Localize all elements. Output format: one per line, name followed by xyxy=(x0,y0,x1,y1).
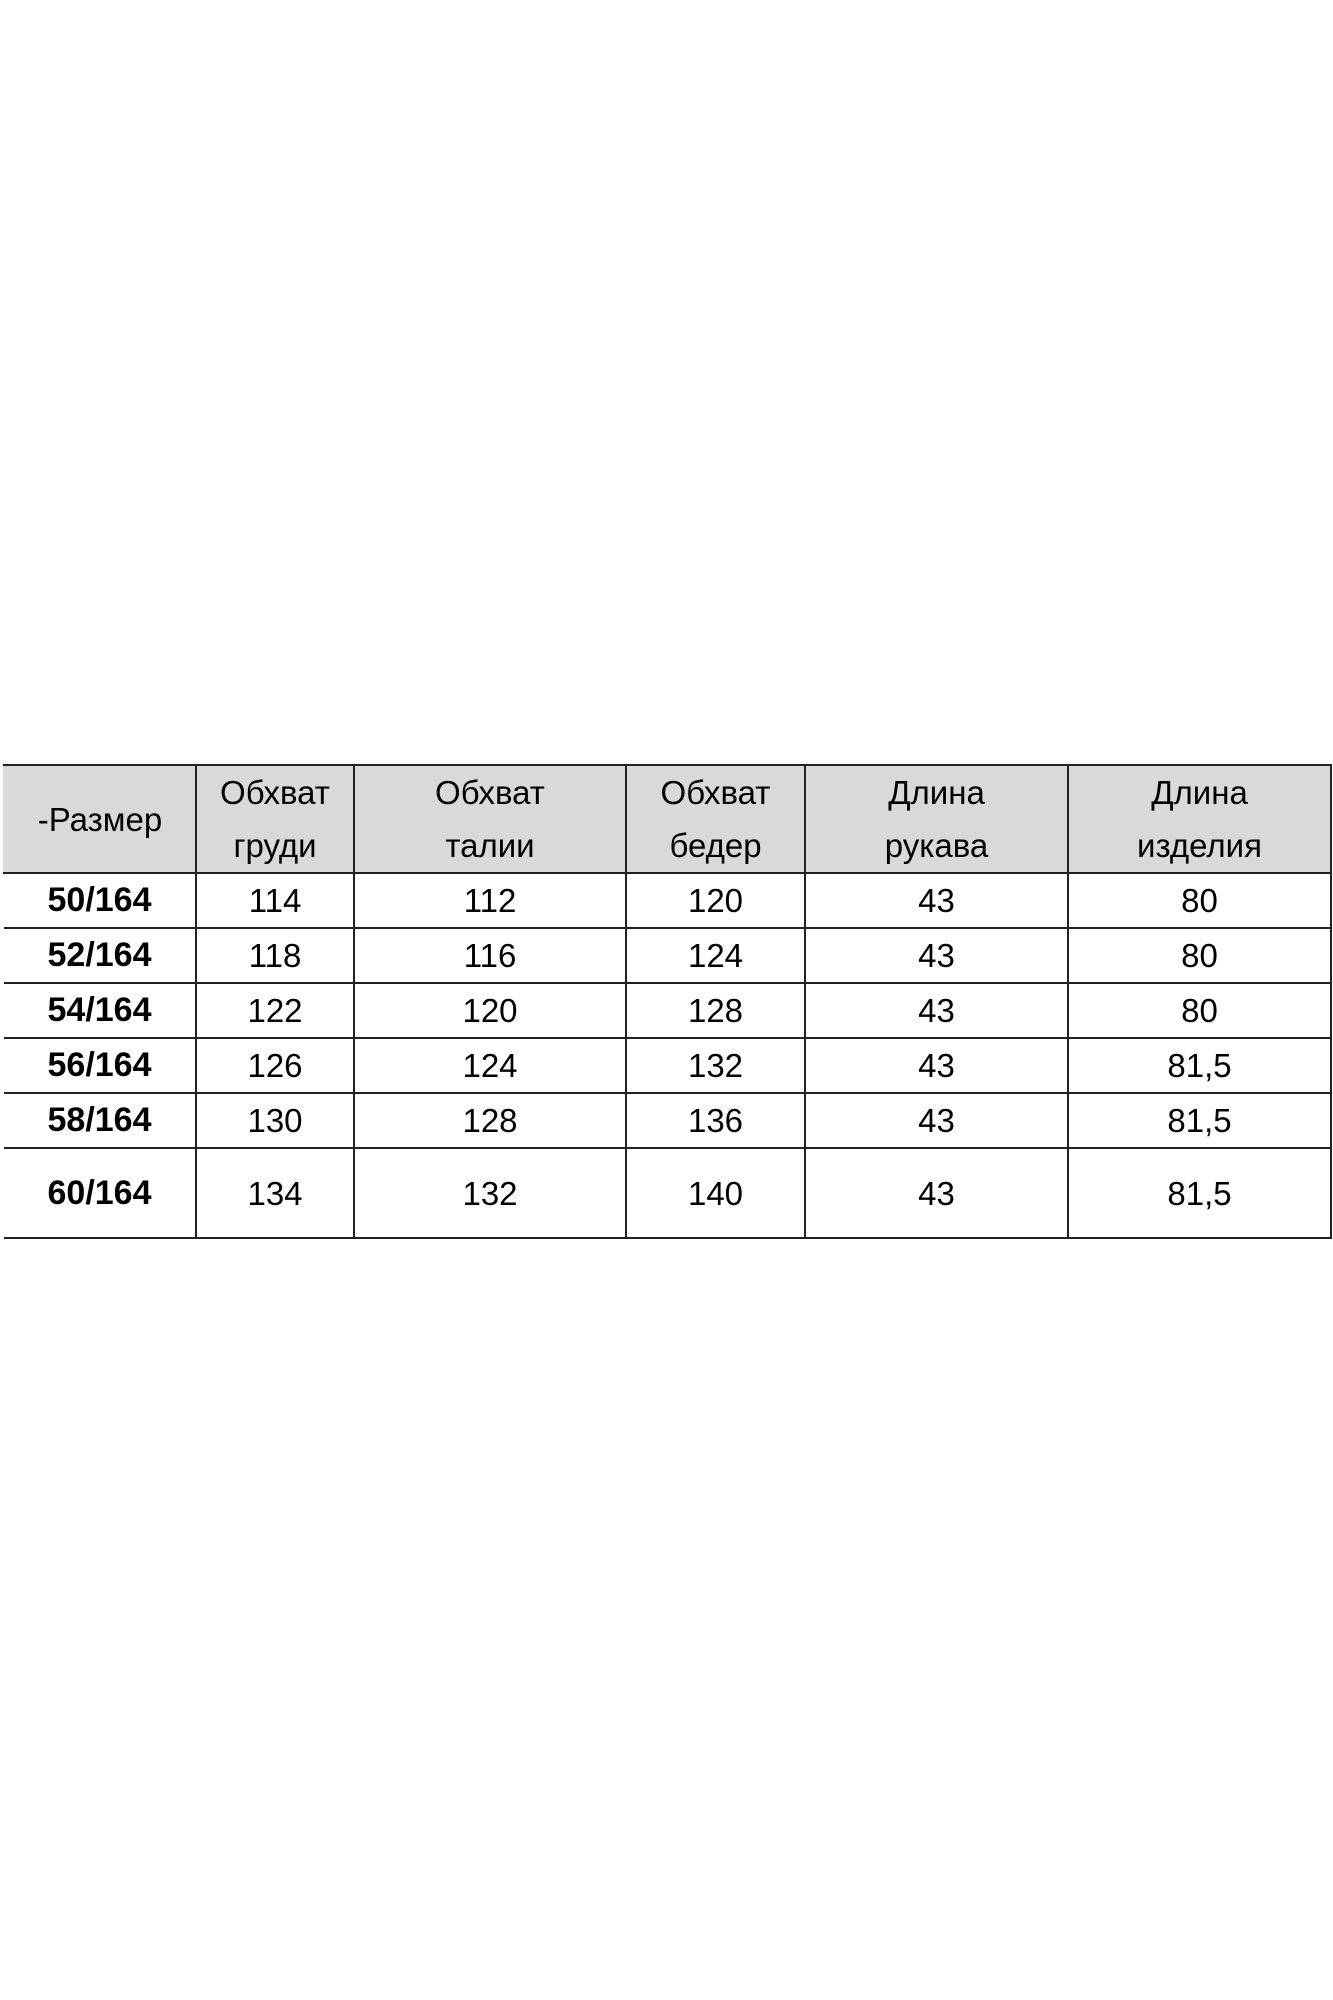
table-row xyxy=(4,983,1331,1038)
table-row xyxy=(4,873,1331,928)
size-cell: 52/164 xyxy=(4,928,196,983)
size-cell: 56/164 xyxy=(4,1038,196,1093)
chest-girth-cell: 118 xyxy=(196,928,354,983)
chest-girth-cell: 126 xyxy=(196,1038,354,1093)
chest-girth-cell: 114 xyxy=(196,873,354,928)
header-chest-girth-line-1: Обхват xyxy=(220,774,330,811)
table-header xyxy=(4,765,1331,873)
size-cell: 60/164 xyxy=(4,1148,196,1238)
sleeve-length-cell: 43 xyxy=(805,983,1068,1038)
size-cell: 54/164 xyxy=(4,983,196,1038)
header-hip-girth-line-2: бедер xyxy=(669,827,762,864)
sleeve-length-cell: 43 xyxy=(805,873,1068,928)
header-garment-length-line-2: изделия xyxy=(1137,827,1262,864)
header-waist-girth-line-1: Обхват xyxy=(435,774,545,811)
waist-girth-cell: 124 xyxy=(354,1038,626,1093)
garment-length-cell: 80 xyxy=(1068,983,1331,1038)
header-hip-girth-line-1: Обхват xyxy=(660,774,771,811)
header-garment-length xyxy=(1068,765,1331,873)
header-size xyxy=(4,765,196,873)
header-size-line-1: -Размер xyxy=(37,800,163,838)
waist-girth-cell: 112 xyxy=(354,873,626,928)
garment-length-cell: 80 xyxy=(1068,928,1331,983)
header-waist-girth-line-2: талии xyxy=(445,827,535,864)
table-row xyxy=(4,1093,1331,1148)
chest-girth-cell: 122 xyxy=(196,983,354,1038)
size-chart-table xyxy=(3,764,1332,1239)
size-cell: 50/164 xyxy=(4,873,196,928)
header-sleeve-length xyxy=(805,765,1068,873)
garment-length-cell: 81,5 xyxy=(1068,1093,1331,1148)
table-body xyxy=(4,873,1331,1238)
waist-girth-cell: 120 xyxy=(354,983,626,1038)
sleeve-length-cell: 43 xyxy=(805,1038,1068,1093)
header-sleeve-length-line-2: рукава xyxy=(884,827,989,864)
hip-girth-cell: 132 xyxy=(626,1038,805,1093)
size-cell: 58/164 xyxy=(4,1093,196,1148)
sleeve-length-cell: 43 xyxy=(805,928,1068,983)
hip-girth-cell: 124 xyxy=(626,928,805,983)
sleeve-length-cell: 43 xyxy=(805,1093,1068,1148)
garment-length-cell: 80 xyxy=(1068,873,1331,928)
waist-girth-cell: 116 xyxy=(354,928,626,983)
header-sleeve-length-line-1: Длина xyxy=(888,774,985,811)
chest-girth-cell: 134 xyxy=(196,1148,354,1238)
garment-length-cell: 81,5 xyxy=(1068,1148,1331,1238)
waist-girth-cell: 132 xyxy=(354,1148,626,1238)
table-row xyxy=(4,928,1331,983)
header-chest-girth xyxy=(196,765,354,873)
table-row xyxy=(4,1038,1331,1093)
header-chest-girth-line-2: груди xyxy=(233,827,317,864)
garment-length-cell: 81,5 xyxy=(1068,1038,1331,1093)
hip-girth-cell: 140 xyxy=(626,1148,805,1238)
sleeve-length-cell: 43 xyxy=(805,1148,1068,1238)
hip-girth-cell: 120 xyxy=(626,873,805,928)
header-row xyxy=(4,765,1331,873)
waist-girth-cell: 128 xyxy=(354,1093,626,1148)
header-waist-girth xyxy=(354,765,626,873)
table-row xyxy=(4,1148,1331,1238)
header-garment-length-line-1: Длина xyxy=(1151,774,1248,811)
hip-girth-cell: 136 xyxy=(626,1093,805,1148)
header-hip-girth xyxy=(626,765,805,873)
hip-girth-cell: 128 xyxy=(626,983,805,1038)
chest-girth-cell: 130 xyxy=(196,1093,354,1148)
